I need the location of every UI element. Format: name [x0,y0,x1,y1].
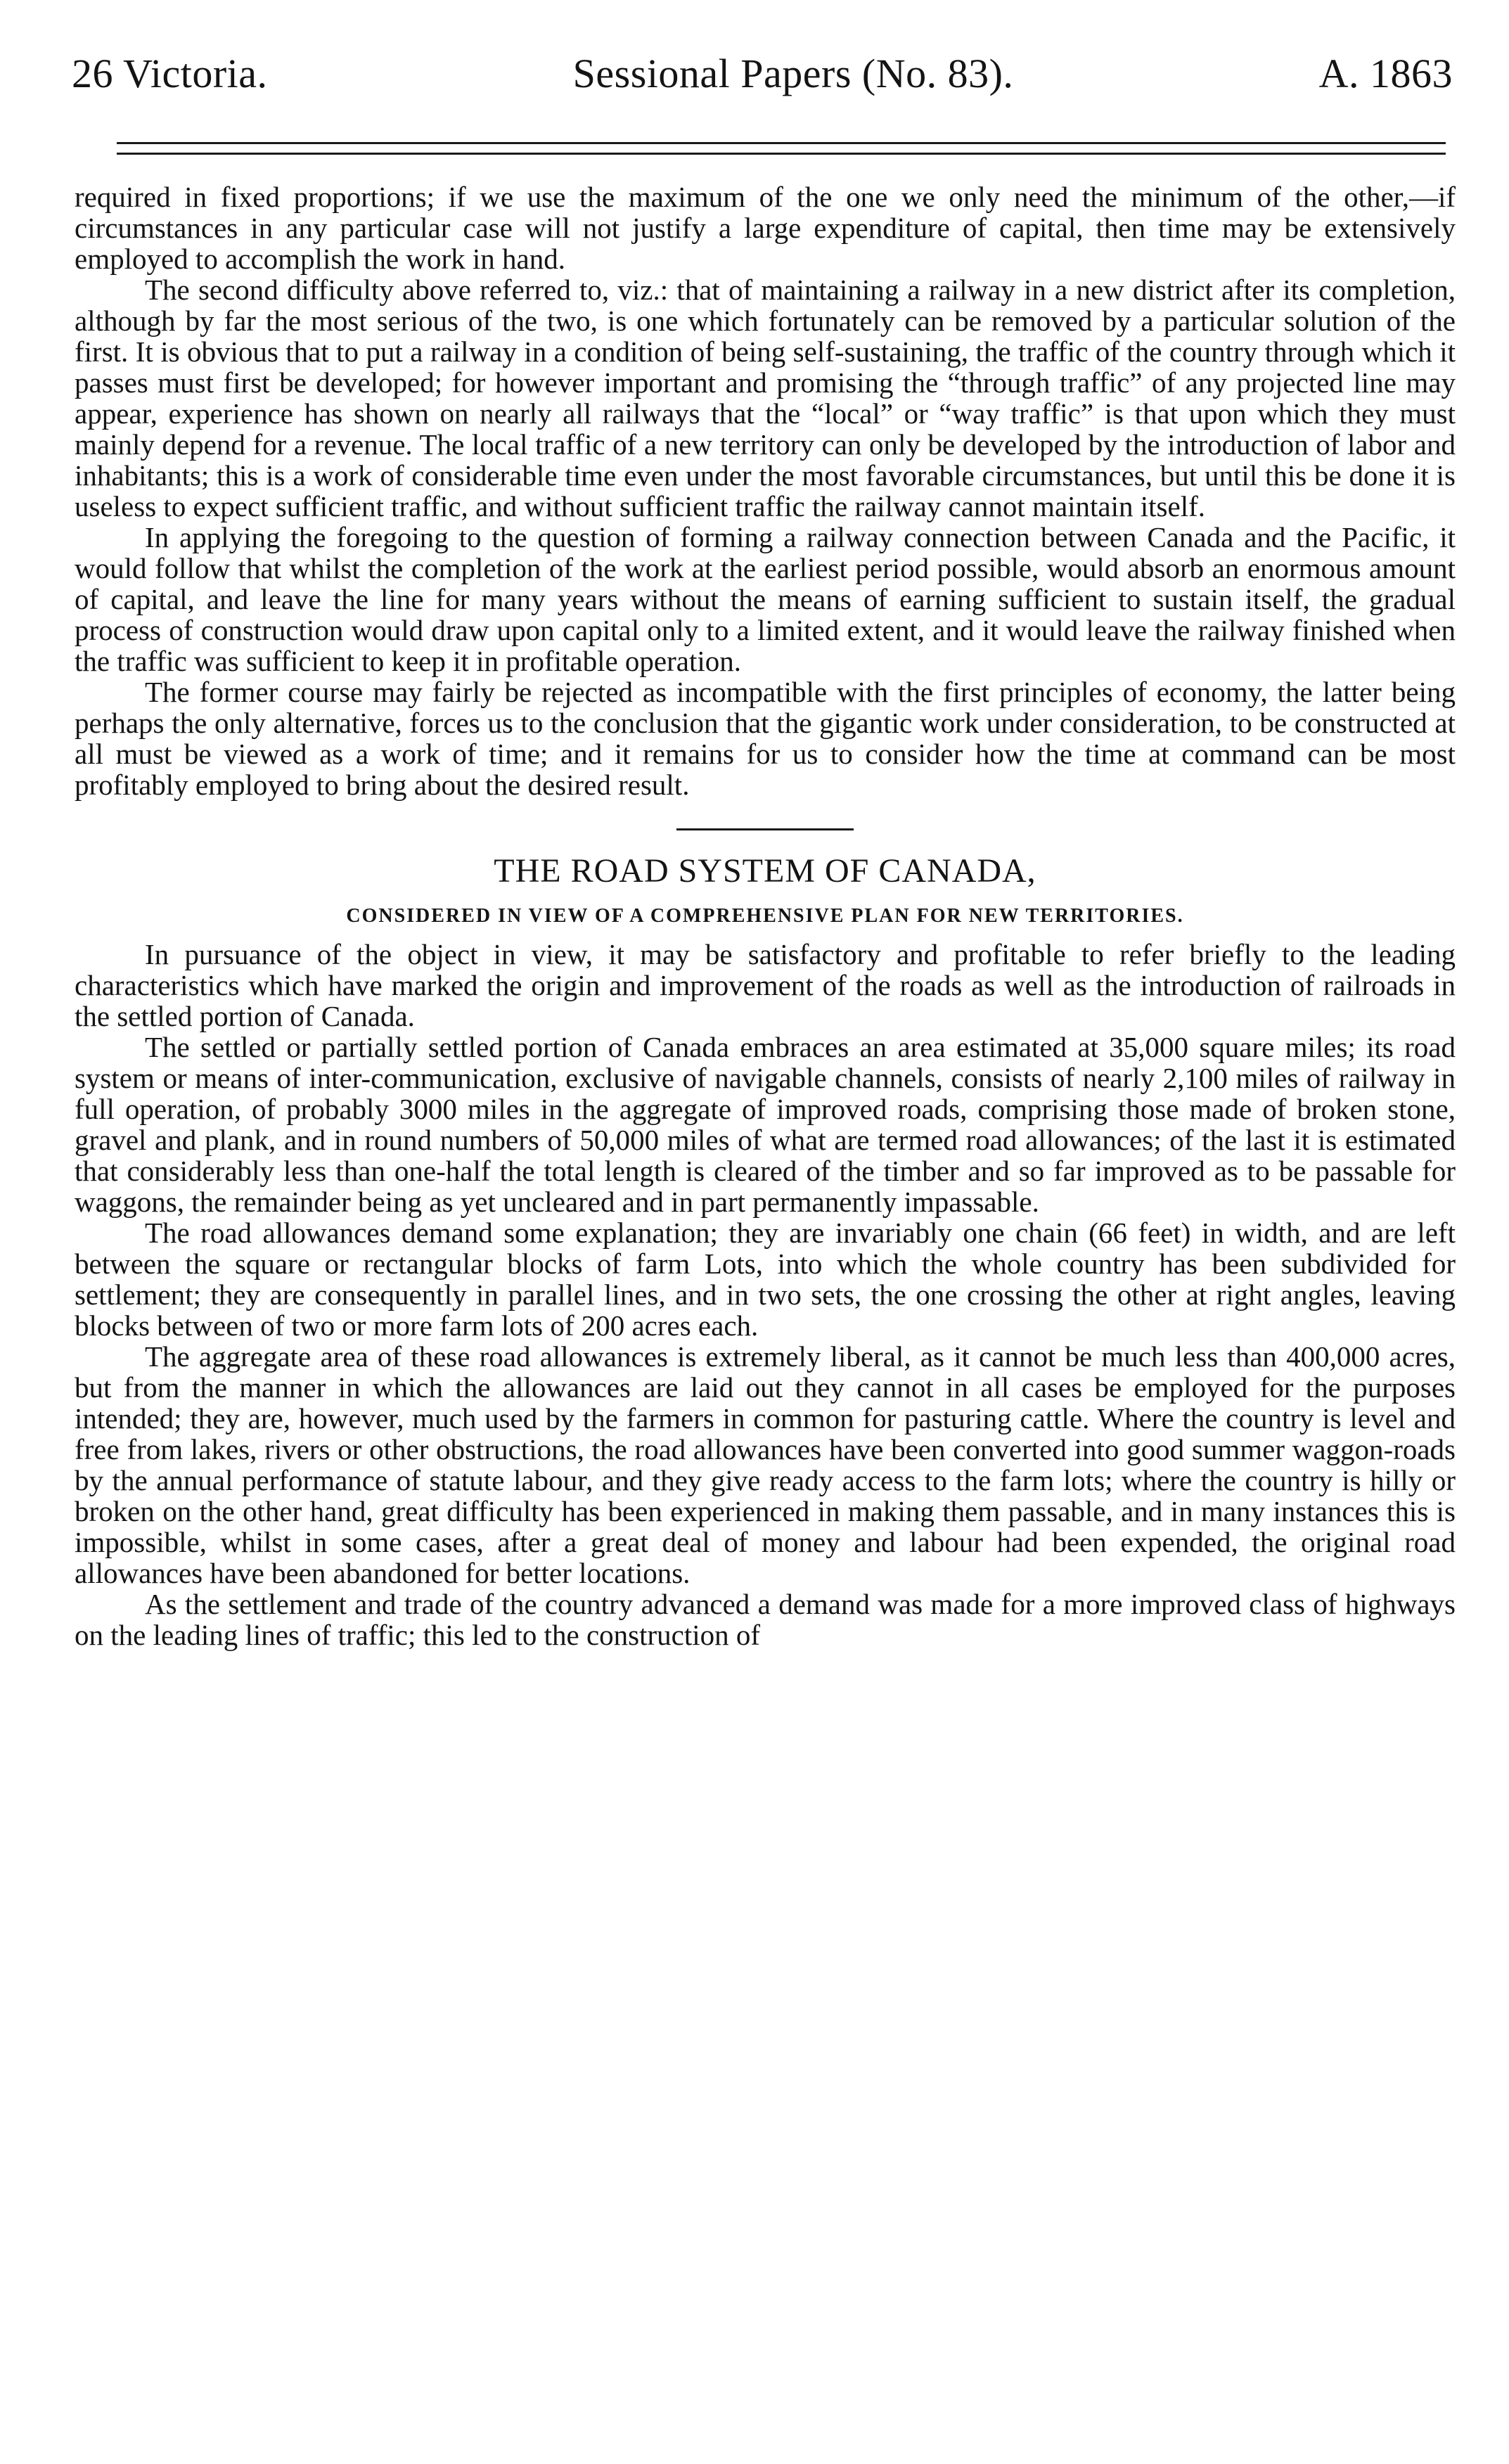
paragraph: As the settlement and trade of the country advanced a demand was made for a more improved class of highways on the leading lines of traffic; this led to the construction of [75,1588,1456,1651]
header-title: Sessional Papers (No. 83). [572,51,1014,96]
body-text [68,181,1460,1650]
paragraph: In applying the foregoing to the question of forming a railway connection between Canada and the Pacific, it would follow that whilst the completion of the work at the earliest period possible, would absorb an enormous amount of capital, and leave the line for many years without the means of earning sufficient to sustain itself, the gradual process of construction would draw upon capital only to a limited extent, and it would leave the railway finished when the traffic was sufficient to keep it in profitable operation. [75,521,1456,677]
paragraph: The former course may fairly be rejected as incompatible with the first principles of economy, the latter being perhaps the only alternative, forces us to the conclusion that the gigantic work under consideration, to be constructed at all must be viewed as a work of time; and it remains for us to consider how the time at command can be most profitably employed to bring about the desired result. [75,676,1456,801]
paragraph: required in fixed proportions; if we use the maximum of the one we only need the minimum of the other,—if circumstances in any particular case will not justify a large expenditure of capital, then time may be extensively employed to accomplish the work in hand. [75,181,1456,275]
section-title: THE ROAD SYSTEM OF CANADA, [494,852,1036,890]
paragraph: The road allowances demand some explanation; they are invariably one chain (66 feet) in width, and are left between the square or rectangular blocks of farm Lots, into which the whole country has been subdivided for settlement; they are consequently in parallel lines, and in two sets, the one crossing the other at right angles, leaving blocks between of two or more farm lots of 200 acres each. [75,1217,1456,1342]
paragraph: The settled or partially settled portion of Canada embraces an area estimated at 35,000 square miles; its road system or means of inter-communication, exclusive of navigable channels, consists of nearly 2,100 miles of railway in full operation, of probably 3000 miles in the aggregate of improved roads, comprising those made of broken stone, gravel and plank, and in round numbers of 50,000 miles of what are termed road allowances; of the last it is estimated that considerably less than one-half the total length is cleared of the timber and so far improved as to be passable for waggons, the remainder being as yet uncleared and in part permanently impassable. [75,1031,1456,1218]
section-divider [676,828,854,830]
header-session: 26 Victoria. [72,51,268,96]
header-double-rule [117,142,1446,155]
paragraph: In pursuance of the object in view, it may be satisfactory and profitable to refer briefly to the leading characteristics which have marked the origin and improvement of the roads as well as the introduction of railroads in the settled portion of Canada. [75,938,1456,1032]
section-subtitle: CONSIDERED IN VIEW OF A COMPREHENSIVE PLAN FOR NEW TERRITORIES. [346,905,1184,927]
document-page [68,49,1460,2440]
running-header [68,49,1460,105]
paragraph: The second difficulty above referred to, viz.: that of maintaining a railway in a new district after its completion, although by far the most serious of the two, is one which fortunately can be removed by a particular solution of the first. It is obvious that to put a railway in a condition of being self-sustaining, the traffic of the country through which it passes must first be developed; for however important and promising the “through traffic” of any projected line may appear, experience has shown on nearly all railways that the “local” or “way traffic” is that upon which they must mainly depend for a revenue. The local traffic of a new territory can only be developed by the introduction of labor and inhabitants; this is a work of considerable time even under the most favorable circumstances, but until this be done it is useless to expect sufficient traffic, and without sufficient traffic the railway cannot maintain itself. [75,274,1456,522]
paragraph: The aggregate area of these road allowances is extremely liberal, as it cannot be much less than 400,000 acres, but from the manner in which the allowances are laid out they cannot in all cases be employed for the purposes intended; they are, however, much used by the farmers in common for pasturing cattle. Where the country is level and free from lakes, rivers or other obstructions, the road allowances have been converted into good summer waggon-roads by the annual performance of statute labour, and they give ready access to the farm lots; where the country is hilly or broken on the other hand, great difficulty has been experienced in making them passable, and in many instances this is impossible, whilst in some cases, after a great deal of money and labour had been expended, the original road allowances have been abandoned for better locations. [75,1340,1456,1589]
header-year: A. 1863 [1318,51,1453,96]
